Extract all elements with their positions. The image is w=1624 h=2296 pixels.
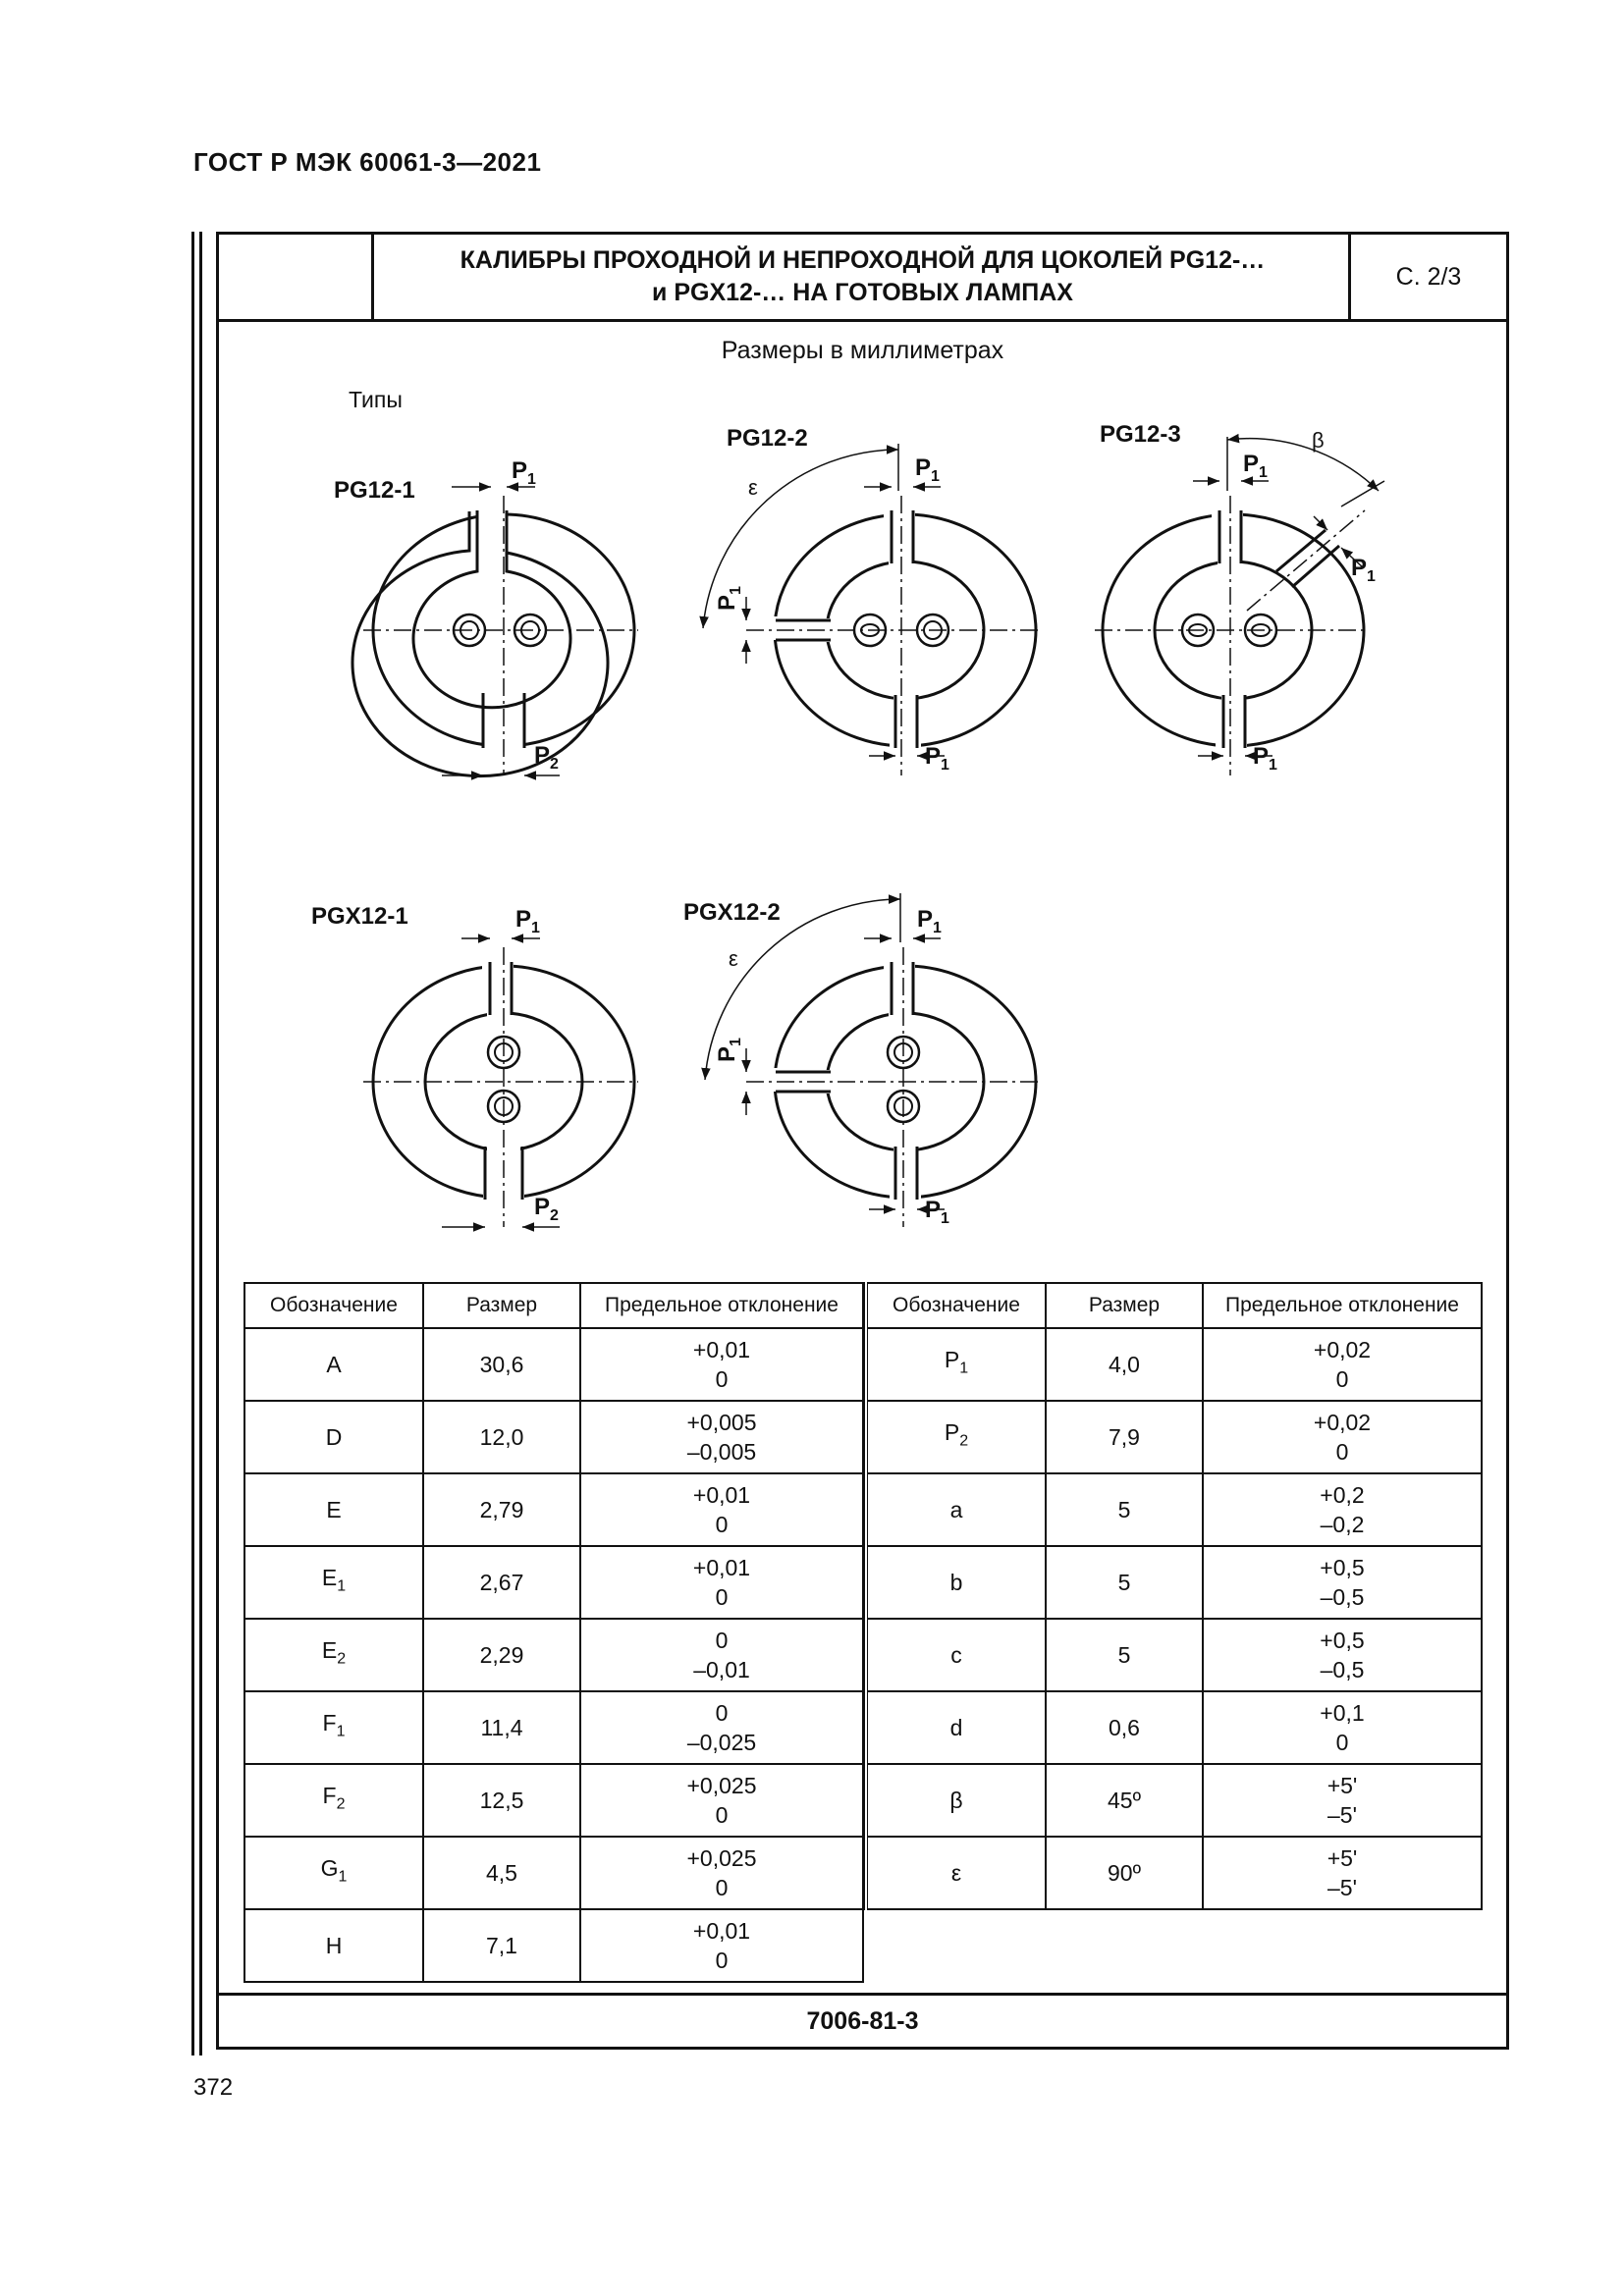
col-header: Обозначение — [866, 1283, 1046, 1328]
size-cell: 90º — [1046, 1837, 1203, 1909]
size-cell: 0,6 — [1046, 1691, 1203, 1764]
table-body — [866, 1328, 1482, 1909]
tolerance-cell: +0,1 0 — [1203, 1691, 1482, 1764]
tolerance-cell: +0,2 –0,2 — [1203, 1473, 1482, 1546]
table-row — [866, 1619, 1482, 1691]
tolerance-cell: +5' –5' — [1203, 1764, 1482, 1837]
designation-subscript: 1 — [959, 1360, 969, 1377]
table-row — [866, 1546, 1482, 1619]
designation-symbol: A — [326, 1352, 342, 1377]
tolerance-cell: +0,02 0 — [1203, 1401, 1482, 1473]
types-label: Типы — [349, 387, 403, 412]
table-row — [244, 1546, 863, 1619]
designation-cell — [244, 1328, 423, 1401]
tolerance-cell: 0 –0,01 — [580, 1619, 863, 1691]
dimensions-table-left — [244, 1282, 864, 1983]
table-row — [244, 1619, 863, 1691]
designation-cell — [866, 1473, 1046, 1546]
size-cell: 5 — [1046, 1619, 1203, 1691]
tolerance-cell: +0,01 0 — [580, 1328, 863, 1401]
tolerance-cell: +0,01 0 — [580, 1546, 863, 1619]
sheet-title: КАЛИБРЫ ПРОХОДНОЙ И НЕПРОХОДНОЙ ДЛЯ ЦОКОЛЕЙ PG12-… и PGX12-… НА ГОТОВЫХ ЛАМПАХ — [460, 246, 1266, 306]
size-cell: 12,5 — [423, 1764, 580, 1837]
designation-symbol: F — [322, 1710, 337, 1736]
figure-pg12-1 — [334, 457, 709, 776]
table-body — [244, 1328, 863, 1982]
table-row — [866, 1837, 1482, 1909]
designation-symbol: G — [320, 1855, 339, 1882]
designation-symbol: d — [949, 1715, 963, 1740]
size-cell: 12,0 — [423, 1401, 580, 1473]
size-cell: 4,0 — [1046, 1328, 1203, 1401]
col-header: Предельное отклонение — [580, 1283, 863, 1328]
dim-label: $P_1$ — [515, 906, 540, 936]
dim-label: $P_1$ — [714, 1038, 744, 1062]
designation-symbol: ε — [950, 1860, 962, 1886]
table-row — [244, 1691, 863, 1764]
designation-cell — [244, 1837, 423, 1909]
designation-cell — [244, 1909, 423, 1982]
dim-label: $P_1$ — [512, 457, 536, 488]
designation-symbol: E — [321, 1637, 338, 1664]
table-row — [866, 1401, 1482, 1473]
size-cell: 7,1 — [423, 1909, 580, 1982]
table-header-row — [866, 1283, 1482, 1328]
designation-cell — [244, 1473, 423, 1546]
table-header-row — [244, 1283, 863, 1328]
designation-symbol: E — [326, 1497, 342, 1522]
col-header: Размер — [1046, 1283, 1203, 1328]
size-cell: 45º — [1046, 1764, 1203, 1837]
sheet-page: С. 2/3 — [1348, 235, 1506, 319]
figure-pgx12-1 — [311, 903, 638, 1227]
designation-symbol: P — [944, 1419, 960, 1446]
tolerance-cell: +0,01 0 — [580, 1473, 863, 1546]
dim-label: $P_1$ — [714, 586, 744, 611]
figure-pgx12-2 — [683, 893, 1041, 1227]
figure-pg12-2 — [703, 425, 1041, 775]
size-cell: 4,5 — [423, 1837, 580, 1909]
designation-cell — [866, 1546, 1046, 1619]
figure-label: PG12-3 — [1100, 421, 1181, 448]
size-cell: 5 — [1046, 1546, 1203, 1619]
designation-symbol: E — [321, 1565, 338, 1591]
designation-cell — [244, 1764, 423, 1837]
designation-cell — [244, 1691, 423, 1764]
designation-cell — [866, 1328, 1046, 1401]
units-note: Размеры в миллиметрах — [721, 337, 1004, 364]
dim-label: $P_1$ — [1243, 451, 1268, 481]
standard-header: ГОСТ Р МЭК 60061-3—2021 — [193, 147, 542, 177]
table-row — [866, 1764, 1482, 1837]
designation-symbol: H — [325, 1933, 343, 1958]
dimensions-table-right — [864, 1282, 1483, 1910]
table-row — [244, 1764, 863, 1837]
tolerance-cell: 0 –0,025 — [580, 1691, 863, 1764]
dim-label: $P_2$ — [534, 742, 559, 773]
designation-cell — [244, 1401, 423, 1473]
dim-label: $P_1$ — [925, 1197, 949, 1227]
table-row — [244, 1473, 863, 1546]
size-cell: 7,9 — [1046, 1401, 1203, 1473]
table-row — [244, 1837, 863, 1909]
angle-label: β — [1312, 428, 1325, 453]
size-cell: 2,29 — [423, 1619, 580, 1691]
size-cell: 11,4 — [423, 1691, 580, 1764]
figure-label: PGX12-1 — [311, 903, 408, 930]
designation-cell — [244, 1546, 423, 1619]
designation-cell — [866, 1837, 1046, 1909]
designation-cell — [244, 1619, 423, 1691]
table-row — [866, 1691, 1482, 1764]
designation-symbol: F — [322, 1783, 337, 1809]
designation-cell — [866, 1764, 1046, 1837]
table-row — [244, 1328, 863, 1401]
page-number: 372 — [193, 2074, 234, 2101]
designation-cell — [866, 1619, 1046, 1691]
figure-label: PG12-2 — [727, 425, 808, 452]
tolerance-cell: +0,5 –0,5 — [1203, 1619, 1482, 1691]
tolerance-cell: +0,025 0 — [580, 1837, 863, 1909]
designation-subscript: 2 — [959, 1432, 969, 1450]
designation-cell — [866, 1401, 1046, 1473]
dim-label: $P_2$ — [534, 1194, 559, 1224]
tolerance-cell: +0,01 0 — [580, 1909, 863, 1982]
table-row — [866, 1328, 1482, 1401]
designation-subscript: 2 — [337, 1650, 347, 1668]
angle-label: ε — [748, 475, 758, 500]
dim-label: $P_1$ — [917, 906, 942, 936]
tolerance-cell: +0,02 0 — [1203, 1328, 1482, 1401]
designation-subscript: 1 — [336, 1723, 346, 1740]
table-row — [866, 1473, 1482, 1546]
col-header: Размер — [423, 1283, 580, 1328]
dim-label: $P_1$ — [1351, 555, 1376, 585]
tolerance-cell: +0,025 0 — [580, 1764, 863, 1837]
size-cell: 5 — [1046, 1473, 1203, 1546]
dim-label: $P_1$ — [1253, 743, 1277, 774]
figure-label: PGX12-2 — [683, 899, 781, 926]
designation-subscript: 1 — [337, 1577, 347, 1595]
col-header: Предельное отклонение — [1203, 1283, 1482, 1328]
size-cell: 2,79 — [423, 1473, 580, 1546]
designation-symbol: D — [325, 1424, 343, 1450]
sheet-code: 7006-81-3 — [219, 1993, 1506, 2047]
table-row — [244, 1909, 863, 1982]
angle-label: ε — [729, 946, 738, 971]
size-cell: 30,6 — [423, 1328, 580, 1401]
designation-subscript: 2 — [336, 1795, 346, 1813]
designation-symbol: b — [949, 1570, 963, 1595]
tolerance-cell: +0,005 –0,005 — [580, 1401, 863, 1473]
figure-pg12-3 — [1095, 421, 1384, 775]
col-header: Обозначение — [244, 1283, 423, 1328]
designation-symbol: P — [944, 1347, 960, 1373]
table-row — [244, 1401, 863, 1473]
designation-cell — [866, 1691, 1046, 1764]
designation-subscript: 1 — [338, 1868, 348, 1886]
figure-label: PG12-1 — [334, 477, 415, 504]
tolerance-cell: +5' –5' — [1203, 1837, 1482, 1909]
size-cell: 2,67 — [423, 1546, 580, 1619]
tolerance-cell: +0,5 –0,5 — [1203, 1546, 1482, 1619]
designation-symbol: a — [949, 1497, 963, 1522]
designation-symbol: c — [950, 1642, 962, 1668]
designation-symbol: β — [949, 1788, 963, 1813]
dim-label: $P_1$ — [915, 454, 940, 485]
dim-label: $P_1$ — [925, 743, 949, 774]
